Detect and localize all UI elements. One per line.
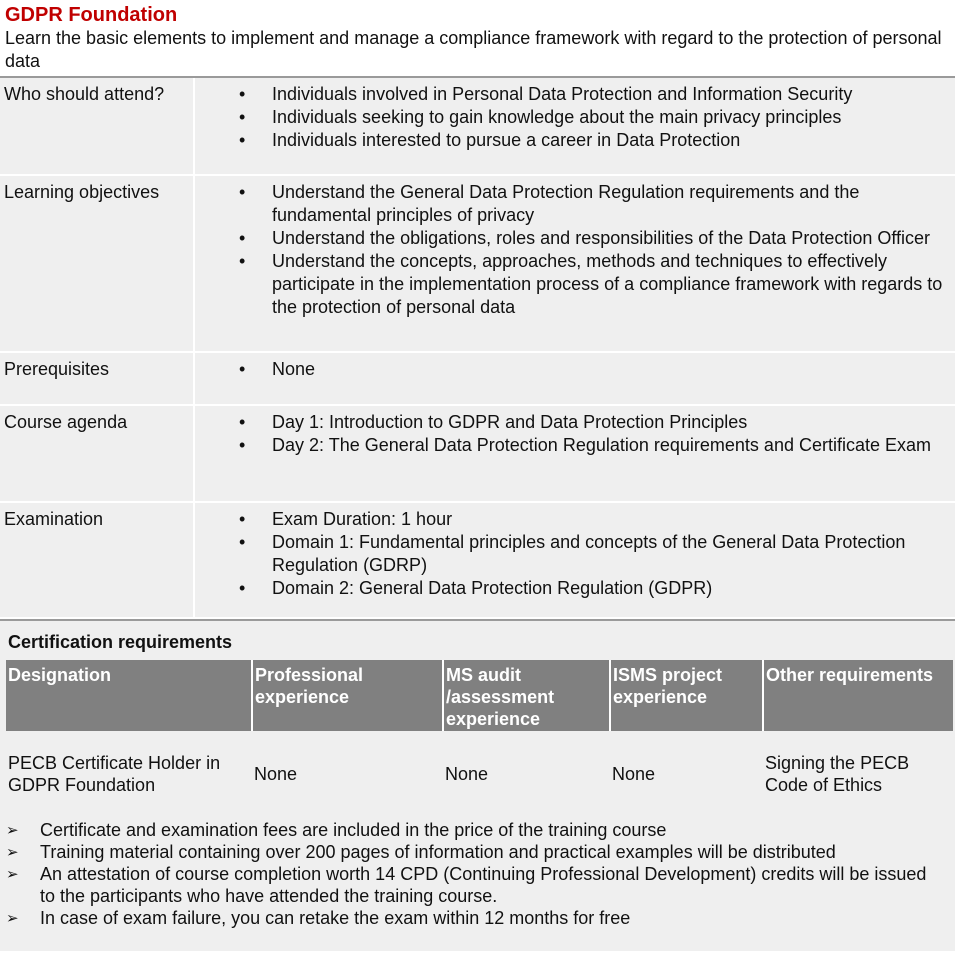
section-label: Prerequisites (0, 353, 195, 404)
notes-section (0, 816, 955, 951)
note-item: ➢ Certificate and examination fees are included in the price of the training course (0, 819, 955, 841)
list-item: • None (195, 358, 955, 381)
bullet-list (195, 83, 955, 152)
list-item: • Day 1: Introduction to GDPR and Data Protection Principles (195, 411, 955, 434)
notes-list (0, 819, 955, 929)
column-header: ISMS project experience (610, 660, 763, 731)
column-header: Professional experience (252, 660, 443, 731)
certification-title: Certification requirements (8, 632, 233, 652)
certification-table (6, 660, 953, 817)
page-subtitle: Learn the basic elements to implement and manage a compliance framework with regard to the protection of personal data (5, 28, 942, 71)
section-who-should-attend (0, 78, 955, 176)
section-label: Learning objectives (0, 176, 195, 351)
section-learning-objectives (0, 176, 955, 353)
table-row (6, 731, 953, 817)
bullet-list (195, 358, 955, 381)
list-item: • Individuals seeking to gain knowledge about the main privacy principles (195, 106, 955, 129)
table-cell: None (254, 764, 298, 784)
section-label: Course agenda (0, 406, 195, 501)
bullet-list (195, 181, 955, 319)
list-item: • Domain 2: General Data Protection Regulation (GDPR) (195, 577, 955, 600)
section-label: Examination (0, 503, 195, 617)
table-cell: None (612, 764, 656, 784)
section-examination (0, 503, 955, 619)
list-item: • Understand the concepts, approaches, methods and techniques to effectively participate in the implementation process of a compliance framework with regards to the protection of personal data (195, 250, 955, 319)
table-cell: Signing the PECB Code of Ethics (765, 753, 910, 795)
note-item: ➢ Training material containing over 200 pages of information and practical examples will be distributed (0, 841, 955, 863)
column-header: Other requirements (763, 660, 953, 731)
list-item: • Understand the General Data Protection Regulation requirements and the fundamental principles of privacy (195, 181, 955, 227)
section-prerequisites (0, 353, 955, 406)
list-item: • Individuals interested to pursue a career in Data Protection (195, 129, 955, 152)
list-item: • Domain 1: Fundamental principles and concepts of the General Data Protection Regulation (GDRP) (195, 531, 955, 577)
certification-requirements (0, 619, 955, 817)
note-item: ➢ In case of exam failure, you can retake the exam within 12 months for free (0, 907, 955, 929)
table-header-row (6, 660, 953, 731)
list-item: • Day 2: The General Data Protection Regulation requirements and Certificate Exam (195, 434, 955, 457)
bullet-list (195, 411, 955, 457)
list-item: • Exam Duration: 1 hour (195, 508, 955, 531)
list-item: • Individuals involved in Personal Data Protection and Information Security (195, 83, 955, 106)
list-item: • Understand the obligations, roles and responsibilities of the Data Protection Officer (195, 227, 955, 250)
table-cell: PECB Certificate Holder in GDPR Foundation (8, 753, 221, 795)
table-cell: None (445, 764, 489, 784)
bullet-list (195, 508, 955, 600)
section-label: Who should attend? (0, 78, 195, 174)
column-header: MS audit /assessment experience (443, 660, 610, 731)
course-details-table (0, 76, 955, 619)
page-title: GDPR Foundation (5, 4, 178, 26)
section-course-agenda (0, 406, 955, 503)
note-item: ➢ An attestation of course completion worth 14 CPD (Continuing Professional Development) credits will be issued to the participants who have attended the training course. (0, 863, 955, 907)
column-header: Designation (6, 660, 252, 731)
